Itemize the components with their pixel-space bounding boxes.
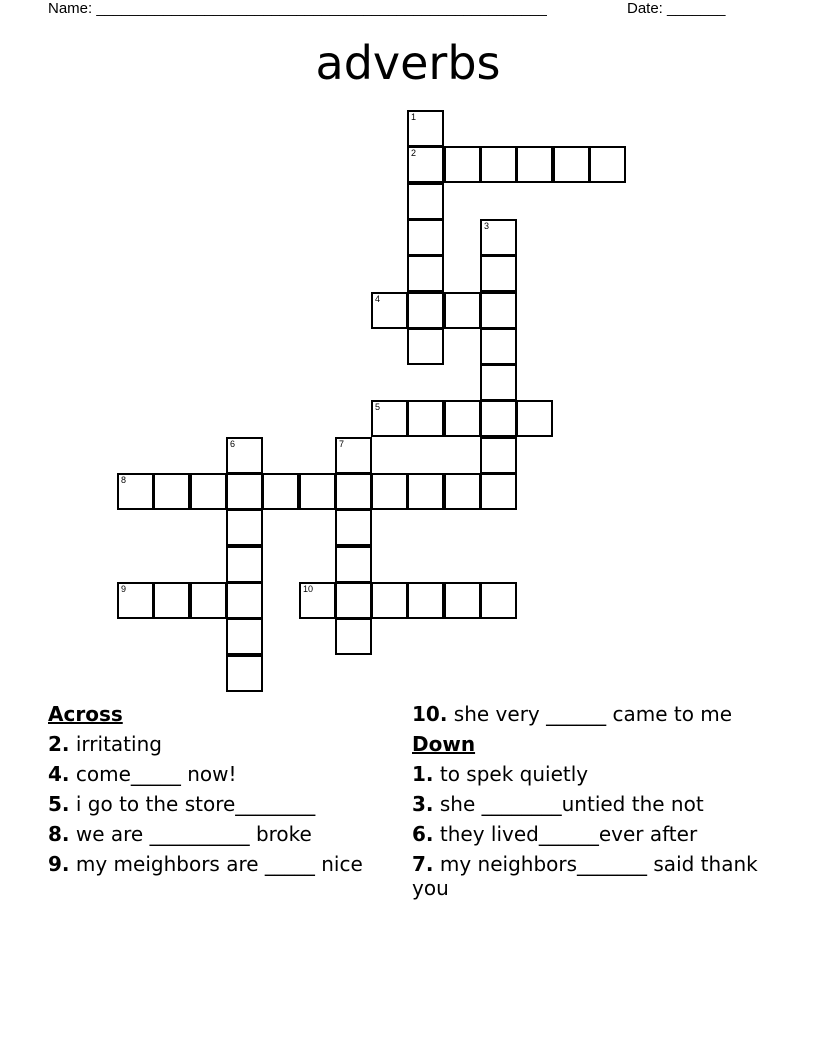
grid-cell	[444, 473, 481, 510]
grid-cell	[226, 546, 263, 583]
grid-cell	[335, 509, 372, 546]
grid-cell	[480, 146, 517, 183]
date-field-label: Date: _______	[627, 0, 726, 17]
grid-cell	[153, 582, 190, 619]
grid-cell	[444, 146, 481, 183]
grid-cell	[226, 582, 263, 619]
grid-cell	[444, 582, 481, 619]
clue-across-4: 4. come_____ now!	[48, 762, 237, 786]
grid-cell	[226, 618, 263, 655]
cell-number: 4	[375, 294, 381, 304]
cell-number: 9	[121, 584, 127, 594]
grid-cell	[299, 582, 336, 619]
grid-cell	[407, 255, 444, 292]
clue-across-8: 8. we are __________ broke	[48, 822, 312, 846]
grid-cell	[190, 582, 227, 619]
grid-cell	[480, 292, 517, 329]
grid-cell	[444, 292, 481, 329]
grid-cell	[190, 473, 227, 510]
grid-cell	[553, 146, 590, 183]
grid-cell	[371, 400, 408, 437]
clues-right-column	[412, 702, 762, 906]
cell-number: 2	[411, 148, 417, 158]
cell-number: 6	[230, 439, 236, 449]
clue-across-10: 10. she very ______ came to me	[412, 702, 733, 726]
grid-cell	[407, 328, 444, 365]
grid-cell	[480, 255, 517, 292]
clues-left-column	[48, 702, 378, 882]
grid-cell	[226, 509, 263, 546]
grid-cell	[153, 473, 190, 510]
page-title: adverbs	[315, 36, 501, 90]
grid-cell	[262, 473, 299, 510]
cell-number: 5	[375, 402, 381, 412]
grid-cell	[407, 110, 444, 147]
grid-cell	[371, 292, 408, 329]
grid-cell	[480, 473, 517, 510]
grid-cell	[407, 146, 444, 183]
clue-down-7: 7. my neighbors_______ said thank you	[412, 852, 758, 900]
grid-cell	[299, 473, 336, 510]
clue-down-6: 6. they lived______ever after	[412, 822, 698, 846]
cell-number: 10	[303, 584, 314, 594]
down-heading: Down	[412, 732, 476, 756]
grid-cell	[516, 146, 553, 183]
clue-across-5: 5. i go to the store________	[48, 792, 316, 816]
clue-down-1: 1. to spek quietly	[412, 762, 589, 786]
grid-cell	[407, 582, 444, 619]
grid-cell	[480, 582, 517, 619]
clue-across-2: 2. irritating	[48, 732, 162, 756]
grid-cell	[589, 146, 626, 183]
grid-cell	[371, 582, 408, 619]
grid-cell	[226, 655, 263, 692]
grid-cell	[335, 546, 372, 583]
grid-cell	[480, 364, 517, 401]
cell-number: 8	[121, 475, 127, 485]
grid-cell	[117, 473, 154, 510]
grid-cell	[516, 400, 553, 437]
grid-cell	[226, 473, 263, 510]
grid-cell	[480, 328, 517, 365]
grid-cell	[407, 183, 444, 220]
grid-cell	[226, 437, 263, 474]
grid-cell	[335, 473, 372, 510]
clue-down-3: 3. she ________untied the not	[412, 792, 704, 816]
grid-cell	[407, 473, 444, 510]
name-field-label: Name: ______________________________________________________	[48, 0, 547, 17]
grid-cell	[407, 219, 444, 256]
grid-cell	[407, 400, 444, 437]
cell-number: 3	[484, 221, 490, 231]
grid-cell	[335, 618, 372, 655]
grid-cell	[407, 292, 444, 329]
clue-across-9: 9. my meighbors are _____ nice	[48, 852, 363, 876]
across-heading: Across	[48, 702, 123, 726]
grid-cell	[444, 400, 481, 437]
grid-cell	[371, 473, 408, 510]
cell-number: 7	[339, 439, 345, 449]
grid-cell	[480, 400, 517, 437]
grid-cell	[480, 437, 517, 474]
grid-cell	[335, 437, 372, 474]
grid-cell	[480, 219, 517, 256]
grid-cell	[335, 582, 372, 619]
grid-cell	[117, 582, 154, 619]
cell-number: 1	[411, 112, 417, 122]
